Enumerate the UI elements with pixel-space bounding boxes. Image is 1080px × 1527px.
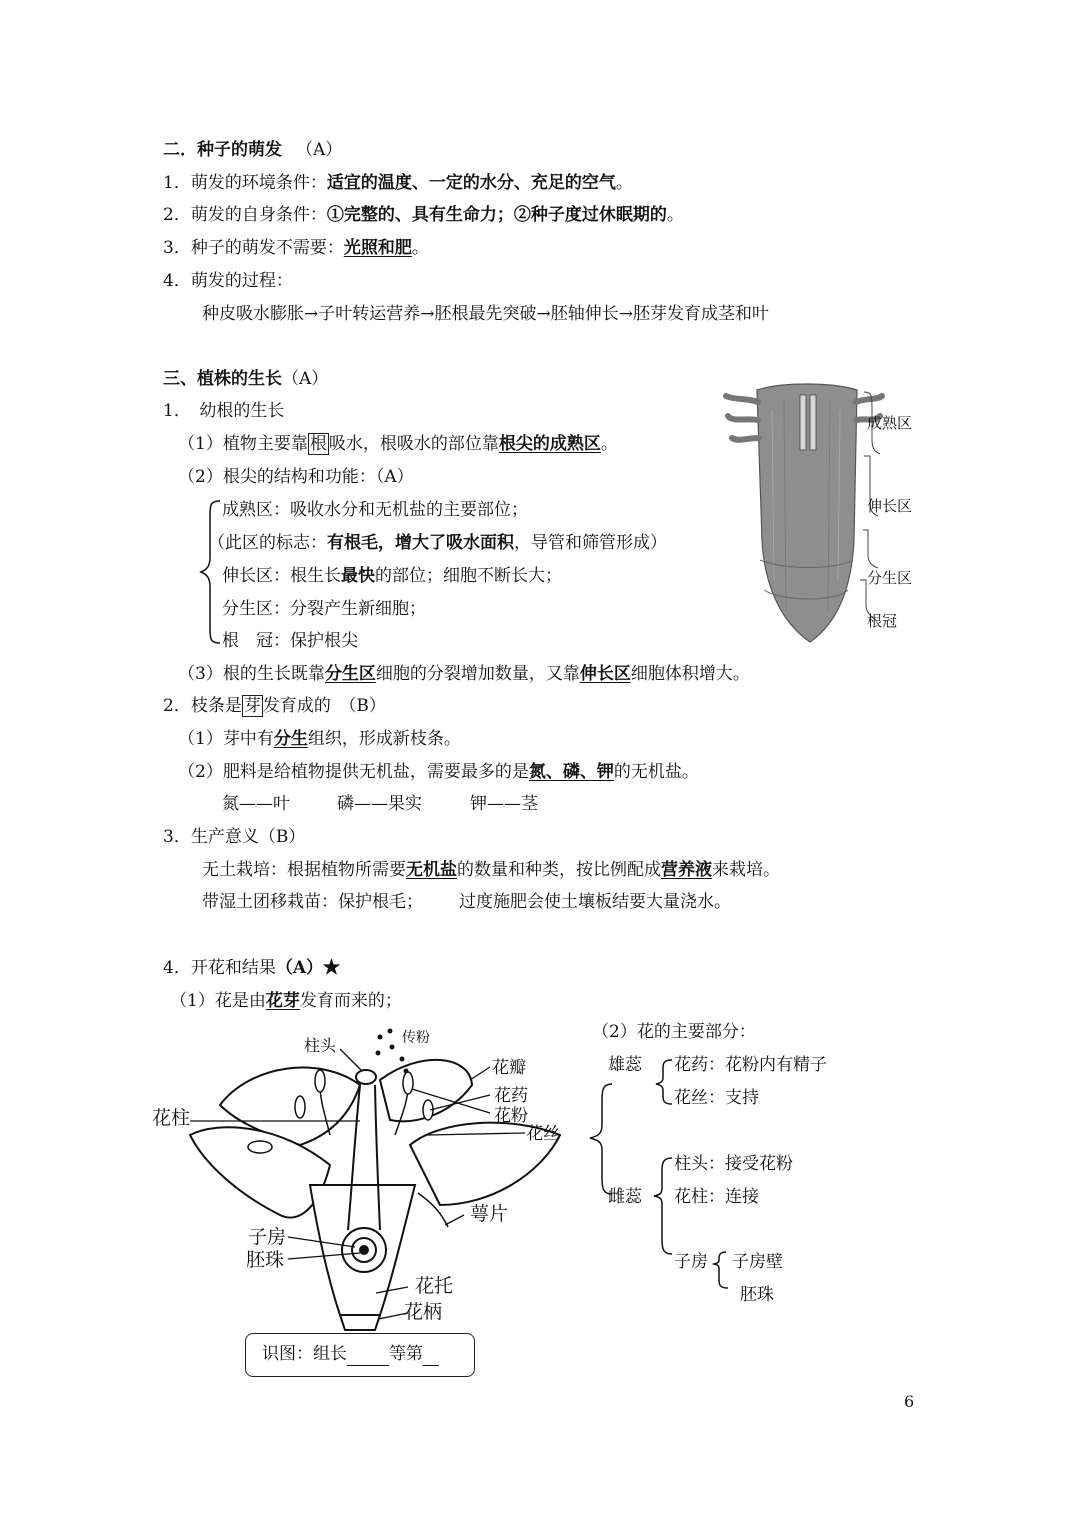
anther-item: 花药：花粉内有精子	[674, 1055, 827, 1075]
stigma-item: 柱头：接受花粉	[674, 1154, 793, 1174]
root-growth-summary	[178, 662, 750, 686]
group-leader-blank[interactable]	[347, 1347, 389, 1366]
boxed-term: 根	[309, 434, 327, 454]
flower-label-ovary: 子房	[248, 1226, 287, 1248]
production-heading: 3．生产意义（B）	[163, 827, 306, 847]
ovule-item: 胚珠	[740, 1285, 774, 1305]
root-tip-structure-heading: （2）根尖的结构和功能：（A）	[178, 467, 414, 487]
identification-text	[262, 1342, 439, 1366]
root-label-maturation: 成熟区	[867, 414, 913, 432]
key-term: 伸长区	[579, 664, 631, 684]
text: 的数量和种类，按比例配成	[457, 860, 661, 880]
flower-label-ovule: 胚珠	[246, 1249, 285, 1271]
germination-condition-environment	[163, 171, 633, 195]
pistil-label: 雌蕊	[608, 1187, 642, 1207]
flower-label-filament: 花丝	[526, 1124, 560, 1144]
root-water-absorption	[178, 432, 618, 456]
germination-process-heading: 4．萌发的过程：	[163, 271, 293, 291]
young-root-heading: 1． 幼根的生长	[163, 401, 285, 421]
section-4-title: 4．开花和结果	[163, 958, 276, 978]
item-value: 光照和肥	[343, 238, 412, 258]
text: （1）花是由	[170, 991, 266, 1011]
item-end: 。	[411, 238, 429, 258]
key-term: 无机盐	[406, 860, 457, 880]
flower-label-pollination: 传粉	[402, 1030, 430, 1046]
text: 发育而来的；	[299, 991, 402, 1011]
grade-label: 等第	[389, 1344, 423, 1364]
root-label-cap: 根冠	[867, 612, 898, 630]
flower-label-petal: 花瓣	[492, 1058, 526, 1078]
zone-elongation	[222, 564, 562, 588]
text: （1）芽中有	[178, 729, 274, 749]
ovary-wall-item: 子房壁	[732, 1252, 783, 1272]
key-term: 氮、磷、钾	[528, 762, 614, 782]
item-label: 3．种子的萌发不需要：	[163, 238, 344, 258]
text: 组织，形成新枝条。	[307, 729, 461, 749]
item-end: 。	[666, 205, 684, 225]
bud-meristem	[178, 727, 461, 751]
germination-not-required	[163, 236, 429, 260]
section-2-level: （A）	[296, 140, 343, 160]
key-term: 营养液	[661, 860, 712, 880]
section-3-title: 三、植株的生长	[163, 369, 282, 389]
group-leader-label: 识图：组长	[262, 1344, 347, 1364]
zone-root-cap: 根 冠：保护根尖	[222, 631, 358, 651]
branch-heading	[163, 694, 386, 718]
section-2-heading	[163, 138, 342, 162]
text: 无土栽培：根据植物所需要	[202, 860, 406, 880]
flower-parts-heading: （2）花的主要部分：	[592, 1022, 756, 1042]
text: （此区的标志：	[208, 533, 327, 553]
text: 发育成的 （B）	[262, 696, 386, 716]
germination-process: 种皮吸水膨胀→子叶转运营养→胚根最先突破→胚轴伸长→胚芽发育成茎和叶	[202, 304, 769, 324]
zone-meristem: 分生区：分裂产生新细胞；	[222, 599, 426, 619]
item-value: 适宜的温度、一定的水分、充足的空气	[326, 173, 616, 193]
flower-label-sepal: 萼片	[470, 1203, 509, 1225]
section-3-level: （A）	[282, 369, 329, 389]
flower-label-stigma: 柱头	[304, 1036, 337, 1055]
nutrient-nitrogen: 氮——叶	[222, 794, 290, 814]
text: （2）肥料是给植物提供无机盐，需要最多的是	[178, 762, 529, 782]
flower-label-receptacle: 花托	[415, 1275, 454, 1297]
text: 来栽培。	[712, 860, 780, 880]
germination-condition-self	[163, 203, 684, 227]
soilless-culture	[202, 858, 780, 882]
item-label: 1．萌发的环境条件：	[163, 173, 327, 193]
text: 带湿土团移栽苗：保护根毛；	[202, 892, 423, 912]
key-term: 花芽	[265, 991, 300, 1011]
ovary-item: 子房	[674, 1252, 708, 1272]
text: （3）根的生长既靠	[178, 664, 325, 684]
root-label-meristem: 分生区	[867, 569, 913, 587]
root-label-elongation: 伸长区	[867, 497, 913, 515]
section-2-title: 二．种子的萌发	[163, 140, 282, 160]
item-value: ①完整的、具有生命力；②种子度过休眠期的	[326, 205, 667, 225]
text: 吸水，根吸水的部位靠	[328, 434, 499, 454]
section-4-heading	[163, 956, 340, 980]
text: 的部位；细胞不断长大；	[375, 566, 562, 586]
key-term: 分生	[273, 729, 308, 749]
text: 细胞体积增大。	[630, 664, 750, 684]
grade-blank[interactable]	[423, 1347, 439, 1366]
zone-maturation-note	[208, 531, 667, 555]
item-end: 。	[615, 173, 633, 193]
page-number: 6	[904, 1392, 915, 1411]
text: 的无机盐。	[613, 762, 699, 782]
item-label: 2．萌发的自身条件：	[163, 205, 327, 225]
boxed-term: 芽	[243, 696, 261, 716]
key-term: 根尖的成熟区	[498, 434, 601, 454]
text: （1）植物主要靠	[178, 434, 308, 454]
key-term: 最快	[341, 566, 375, 586]
text: 伸长区：根生长	[222, 566, 341, 586]
key-term: 分生区	[324, 664, 376, 684]
flower-origin	[170, 989, 402, 1013]
flower-label-pollen: 花粉	[494, 1106, 528, 1126]
flower-label-style: 花柱	[152, 1107, 191, 1129]
fertilizer-info	[178, 760, 699, 784]
nutrient-potassium: 钾——茎	[470, 794, 538, 814]
text: 2．枝条是	[163, 696, 242, 716]
text: 。	[600, 434, 618, 454]
stamen-label: 雄蕊	[608, 1055, 642, 1075]
flower-diagram	[180, 1025, 600, 1335]
text: ，导管和筛管形成）	[514, 533, 667, 553]
text: 细胞的分裂增加数量，又靠	[375, 664, 580, 684]
zone-maturation: 成熟区：吸收水分和无机盐的主要部位；	[222, 500, 528, 520]
filament-item: 花丝：支持	[674, 1088, 759, 1108]
text: 过度施肥会使土壤板结要大量浇水。	[459, 892, 731, 912]
key-term: 有根毛，增大了吸水面积	[327, 533, 514, 553]
transplant-note	[202, 890, 731, 914]
section-3-heading	[163, 367, 328, 391]
section-4-level: （A）★	[275, 958, 341, 978]
flower-label-anther: 花药	[494, 1086, 528, 1106]
flower-label-pedicel: 花柄	[404, 1301, 443, 1323]
style-item: 花柱：连接	[674, 1187, 759, 1207]
nutrient-phosphorus: 磷——果实	[337, 794, 422, 814]
